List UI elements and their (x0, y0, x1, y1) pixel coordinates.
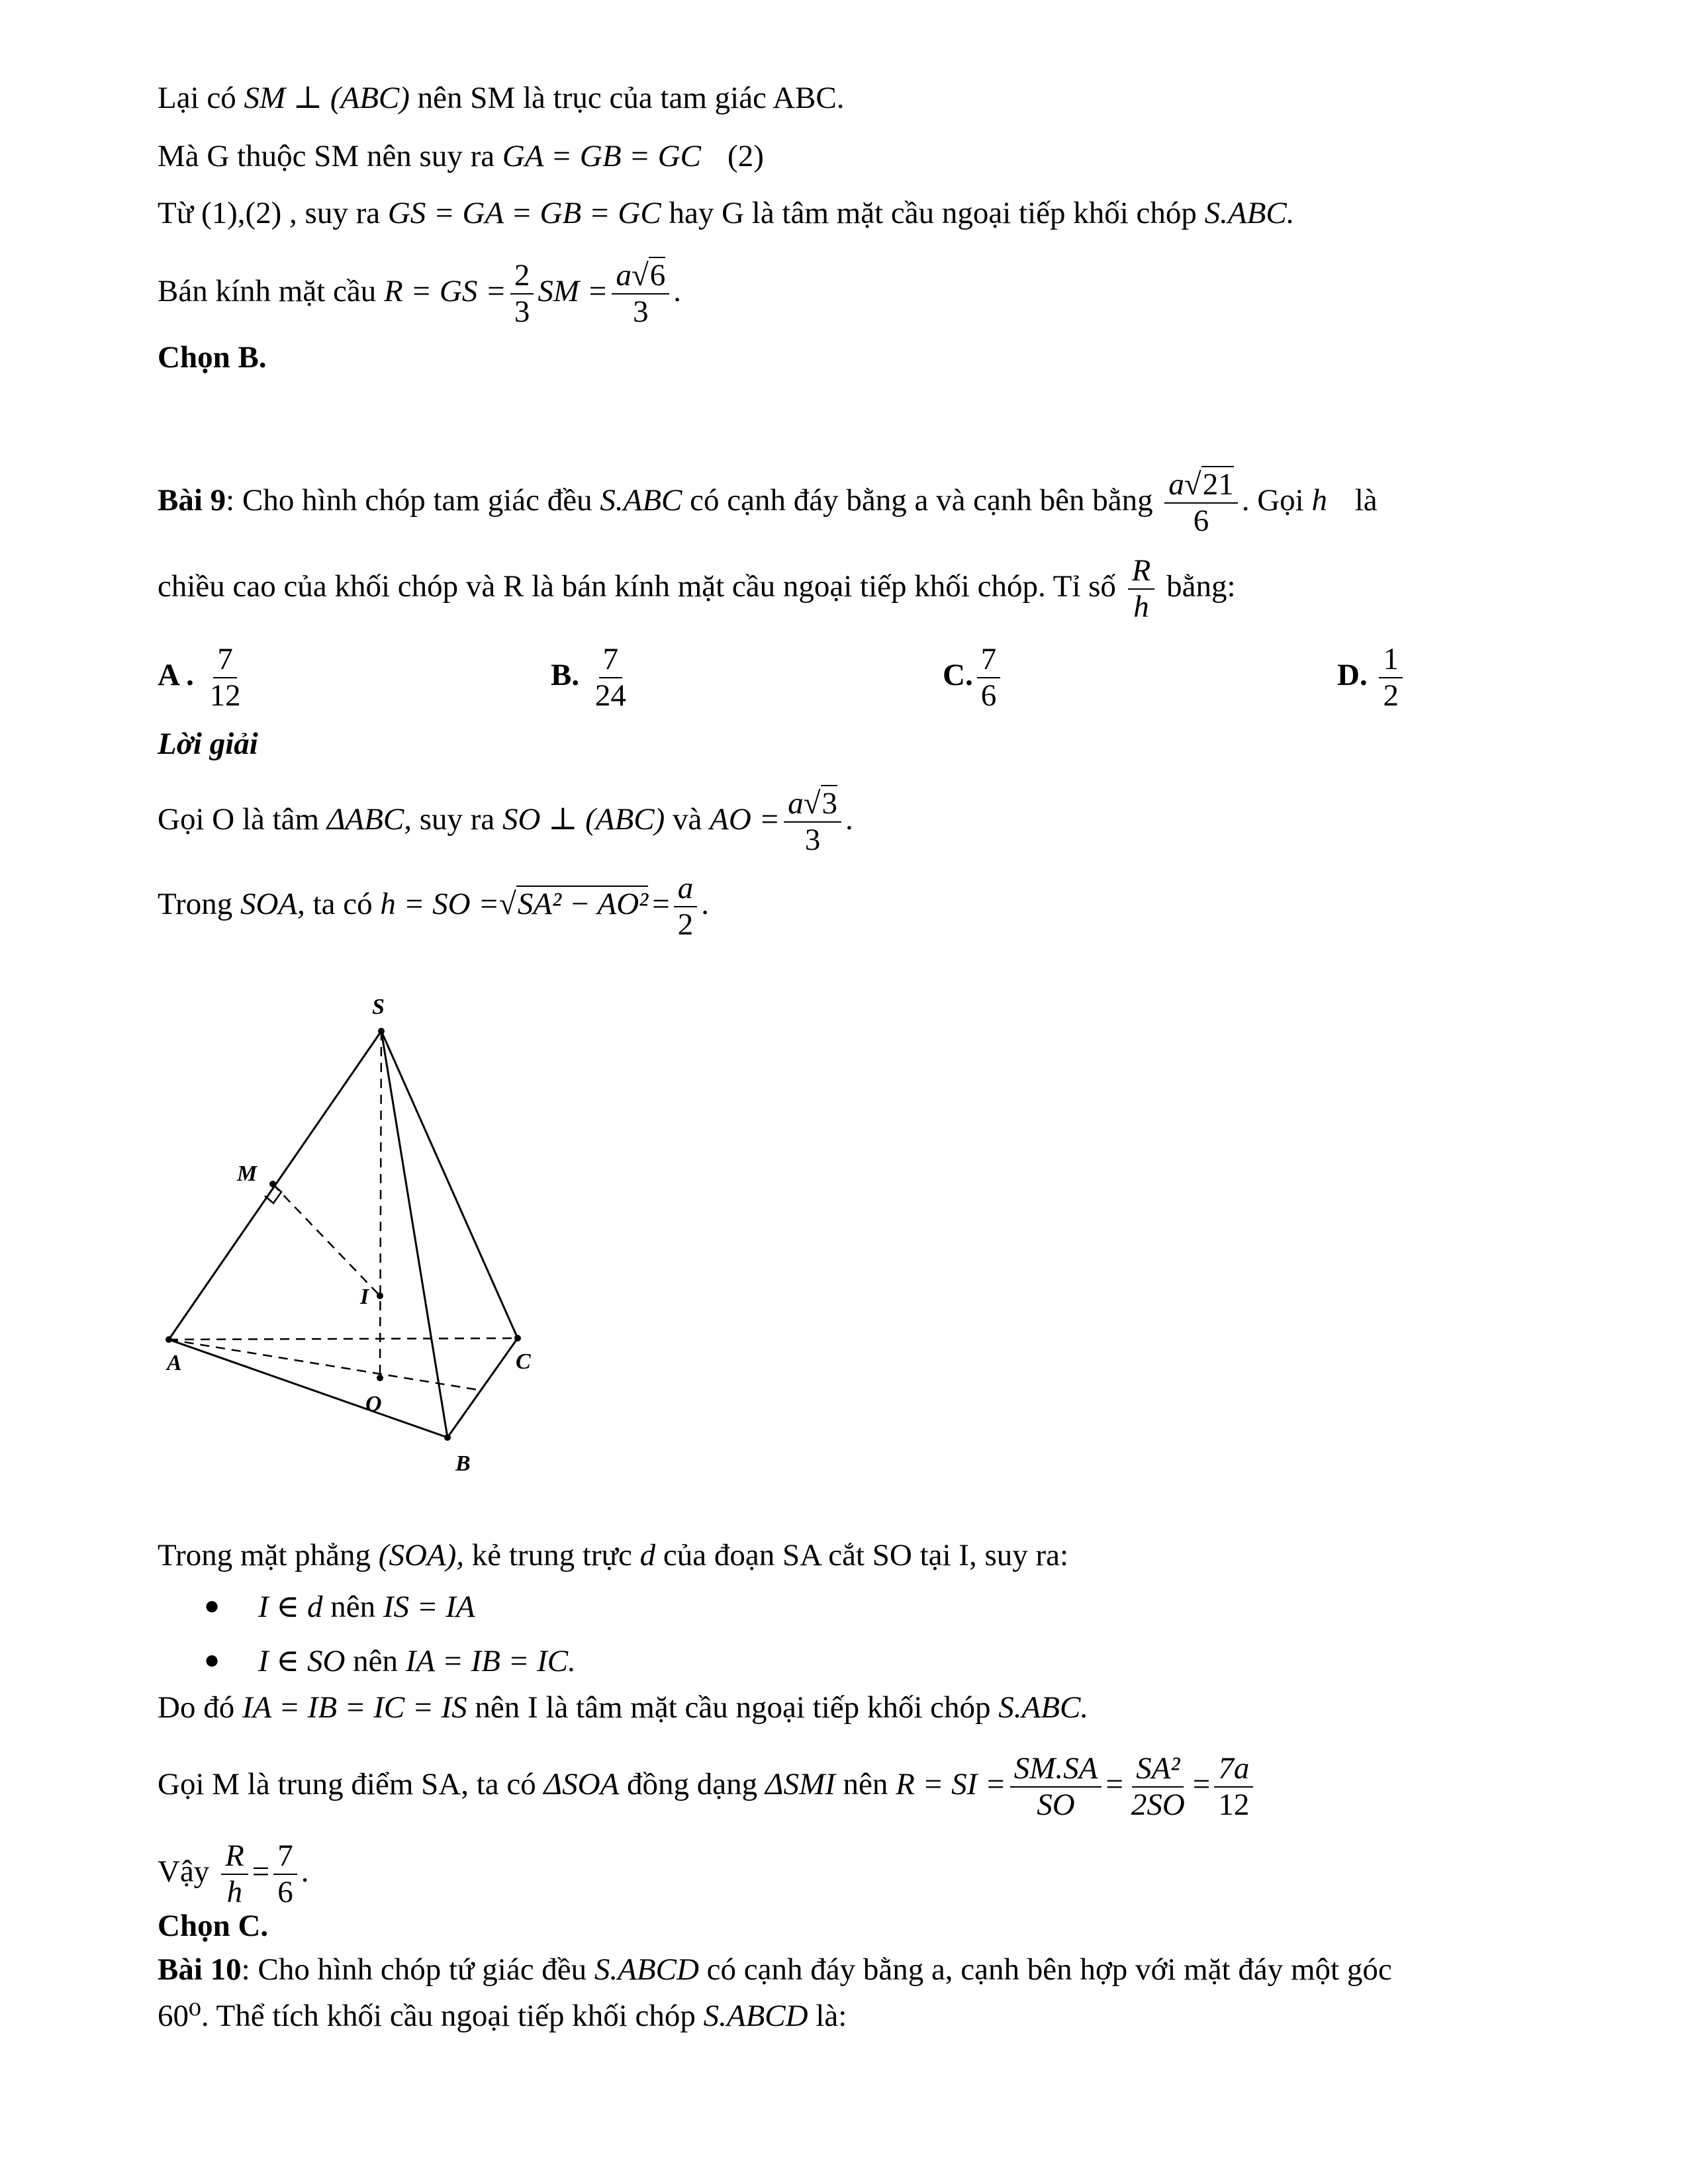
radical: √6 (631, 258, 666, 293)
equals-sign: = (1192, 1767, 1211, 1802)
math: S.ABC. (1204, 196, 1295, 230)
fraction (221, 1840, 248, 1909)
point-a (165, 1336, 172, 1343)
text: là (1346, 483, 1378, 518)
option-c (943, 643, 1004, 713)
pyramid-figure (159, 986, 569, 1489)
text: Vậy (158, 1854, 218, 1889)
fraction-denominator: 3 (633, 295, 649, 330)
math: AO = (710, 802, 780, 837)
option-label: C. (943, 658, 973, 693)
height-so (380, 1031, 381, 1378)
fraction-denominator: 6 (277, 1875, 293, 1910)
text-line-1 (158, 78, 844, 118)
option-d (1337, 643, 1407, 713)
label-m: M (237, 1161, 258, 1186)
radical: √SA² − AO² (499, 887, 649, 922)
math: a (616, 258, 632, 293)
fraction (674, 872, 698, 942)
label-c: C (516, 1349, 531, 1374)
label-s: S (372, 995, 385, 1019)
fraction-denominator: h (1133, 590, 1149, 625)
problem-number: Bài 9 (158, 483, 226, 518)
text: nên (345, 1644, 406, 1678)
text: hay G là tâm mặt cầu ngoại tiếp khối chóp (661, 196, 1205, 230)
math: ΔSMI (765, 1767, 835, 1802)
problem-10-line-1 (158, 1950, 1392, 1989)
radicand: 21 (1202, 467, 1234, 502)
math: 60⁰. (158, 1999, 209, 2033)
text: Trong (158, 887, 240, 922)
text: và (665, 802, 710, 837)
math: SM = (538, 274, 608, 309)
fraction-numerator: 7a (1214, 1752, 1253, 1788)
fraction-numerator: 7 (213, 643, 237, 678)
text: suy ra (411, 802, 503, 837)
text: nên (322, 1590, 383, 1624)
math: R = SI = (896, 1767, 1006, 1802)
equals-sign: = (1105, 1767, 1123, 1802)
math: IA = IB = IC = IS (242, 1690, 467, 1725)
fraction-numerator (784, 788, 841, 823)
edge-sc (381, 1031, 518, 1338)
text: Gọi M là trung điểm SA, ta có (158, 1767, 544, 1802)
math: SO ⊥ (ABC) (502, 802, 665, 837)
bullet-icon: ● (204, 1645, 220, 1674)
solution-line-6 (158, 1840, 309, 1909)
bullet-line-1 (258, 1587, 475, 1627)
text: nên (835, 1767, 896, 1802)
fraction (206, 643, 245, 713)
text: Trong mặt phẳng (158, 1538, 379, 1572)
point-i (377, 1293, 383, 1299)
text: Do đó (158, 1690, 242, 1725)
radical: √3 (803, 786, 838, 821)
equals-sign: = (252, 1854, 270, 1889)
fraction-denominator: 3 (514, 295, 530, 330)
equation-number: (2) (727, 139, 764, 173)
text: đồng dạng (619, 1767, 765, 1802)
math: S.ABCD (703, 1999, 808, 2033)
bullet-icon: ● (204, 1590, 220, 1620)
bisector-mi (273, 1184, 380, 1296)
fraction (1214, 1752, 1253, 1822)
solution-line-5 (158, 1752, 1257, 1822)
text: Bán kính mặt cầu (158, 274, 384, 309)
text: . Gọi (1241, 483, 1312, 518)
text: . (701, 887, 710, 922)
bullet-line-2 (258, 1641, 576, 1681)
solution-line-4 (158, 1688, 1088, 1727)
text: Lại có (158, 81, 244, 115)
fraction-denominator: 12 (1218, 1788, 1250, 1823)
point-m (269, 1181, 276, 1187)
fraction (784, 788, 841, 857)
text: . (845, 802, 853, 837)
option-label: A . (158, 658, 194, 693)
problem-10-line-2 (158, 1996, 847, 2036)
math: (SOA), (378, 1538, 465, 1572)
math: IA = IB = IC. (405, 1644, 576, 1678)
text: , suy ra (281, 196, 388, 230)
text: nên SM là trục của tam giác ABC. (409, 81, 845, 115)
radicand: 3 (821, 786, 838, 821)
option-label: B. (551, 658, 580, 693)
math: S.ABC (600, 483, 682, 518)
label-b: B (455, 1451, 471, 1476)
fraction-numerator: SM.SA (1010, 1752, 1102, 1788)
math: a (788, 786, 804, 821)
option-b (551, 643, 634, 713)
option-a (158, 643, 249, 713)
fraction (1379, 643, 1403, 713)
math: d (639, 1538, 656, 1572)
point-s (378, 1028, 385, 1034)
math: ΔABC, (326, 802, 412, 837)
text: . (673, 274, 681, 309)
fraction-denominator: h (226, 1875, 243, 1910)
label-o: O (365, 1392, 382, 1416)
fraction (1010, 1752, 1102, 1822)
fraction-denominator: 3 (804, 823, 821, 858)
answer-choice-text: Chọn C. (158, 1909, 269, 1943)
math: (1),(2) (201, 196, 282, 230)
edge-bc (447, 1338, 518, 1437)
solution-line-3 (158, 1535, 1068, 1575)
math: h (1311, 483, 1327, 518)
fraction (1127, 1752, 1189, 1822)
point-c (514, 1335, 521, 1342)
fraction-numerator: 1 (1379, 643, 1403, 678)
point-o (377, 1375, 383, 1381)
text: Gọi O là tâm (158, 802, 327, 837)
text: bằng: (1158, 569, 1236, 604)
problem-9-line-1 (158, 469, 1378, 538)
math: a (1168, 467, 1184, 502)
radical: √21 (1184, 467, 1234, 502)
fraction-numerator: a (674, 872, 698, 907)
math: I ∈ SO (258, 1644, 346, 1678)
math: R = GS = (383, 274, 506, 309)
fraction-numerator: SA² (1132, 1752, 1184, 1788)
edge-ac-hidden (169, 1338, 518, 1340)
answer-choice-text: Chọn B. (158, 340, 267, 375)
text: của đoạn SA cắt SO tại I, suy ra: (655, 1538, 1069, 1572)
solution-heading: Lời giải (158, 727, 258, 761)
fraction-denominator: 6 (980, 678, 997, 713)
math: IS = IA (383, 1590, 475, 1624)
text-line-3 (158, 193, 1294, 233)
fraction (977, 643, 1001, 713)
text: Mà G thuộc SM nên suy ra (158, 139, 502, 173)
fraction-numerator: 7 (977, 643, 1001, 678)
math: ΔSOA (543, 1767, 620, 1802)
radicand: 6 (649, 258, 666, 293)
fraction-numerator: R (1128, 555, 1155, 590)
text: : Cho hình chóp tam giác đều (226, 483, 600, 518)
radicand: SA² − AO² (517, 887, 649, 922)
fraction-denominator: 24 (594, 678, 626, 713)
point-b (444, 1434, 451, 1441)
text: Thể tích khối cầu ngoại tiếp khối chóp (209, 1999, 704, 2033)
math: S.ABCD (594, 1952, 699, 1987)
option-label: D. (1337, 658, 1368, 693)
text-line-4 (158, 259, 681, 329)
problem-9-line-2 (158, 555, 1236, 624)
text: . (301, 1854, 309, 1889)
math: GS = GA = GB = GC (387, 196, 661, 230)
text: có cạnh đáy bằng a và cạnh bên bằng (682, 483, 1161, 518)
fraction (273, 1840, 297, 1909)
fraction (1128, 555, 1155, 624)
fraction-denominator: 2 (1383, 678, 1399, 713)
math: S.ABC. (998, 1690, 1089, 1725)
math: h = SO = (380, 887, 500, 922)
fraction-denominator: 2 (677, 907, 694, 942)
math: SOA, (240, 887, 305, 922)
text: chiều cao của khối chóp và R là bán kính mặt cầu ngoại tiếp khối chóp. Tỉ số (158, 569, 1124, 604)
fraction-numerator: R (221, 1840, 248, 1875)
text: kẻ trung trực (464, 1538, 640, 1572)
text: : Cho hình chóp tứ giác đều (241, 1952, 594, 1987)
fraction-denominator: 12 (209, 678, 241, 713)
fraction-numerator: 7 (599, 643, 623, 678)
fraction (591, 643, 630, 713)
fraction-numerator (612, 259, 669, 295)
solution-line-2 (158, 872, 709, 942)
solution-line-1 (158, 788, 853, 857)
text-line-2 (158, 136, 764, 176)
text: Từ (158, 196, 201, 230)
math: GA = GB = GC (502, 139, 702, 173)
equals-sign: = (652, 887, 670, 922)
text: có cạnh đáy bằng a, cạnh bên hợp với mặt đáy một góc (698, 1952, 1392, 1987)
label-a: A (167, 1351, 182, 1375)
fraction (510, 259, 534, 329)
label-i: I (360, 1285, 369, 1309)
text: nên I là tâm mặt cầu ngoại tiếp khối chóp (467, 1690, 999, 1725)
fraction-numerator (1164, 469, 1237, 504)
text: là: (808, 1999, 847, 2033)
fraction-numerator: 7 (273, 1840, 297, 1875)
edge-ab (169, 1340, 447, 1437)
fraction-denominator: 2SO (1131, 1788, 1185, 1823)
fraction-numerator: 2 (510, 259, 534, 295)
problem-number: Bài 10 (158, 1952, 242, 1987)
math: I ∈ d (258, 1590, 323, 1624)
fraction (612, 259, 669, 329)
fraction-denominator: 6 (1193, 504, 1209, 539)
math: SM ⊥ (ABC) (244, 81, 410, 115)
text: ta có (305, 887, 381, 922)
fraction (1164, 469, 1237, 538)
fraction-denominator: SO (1037, 1788, 1075, 1823)
